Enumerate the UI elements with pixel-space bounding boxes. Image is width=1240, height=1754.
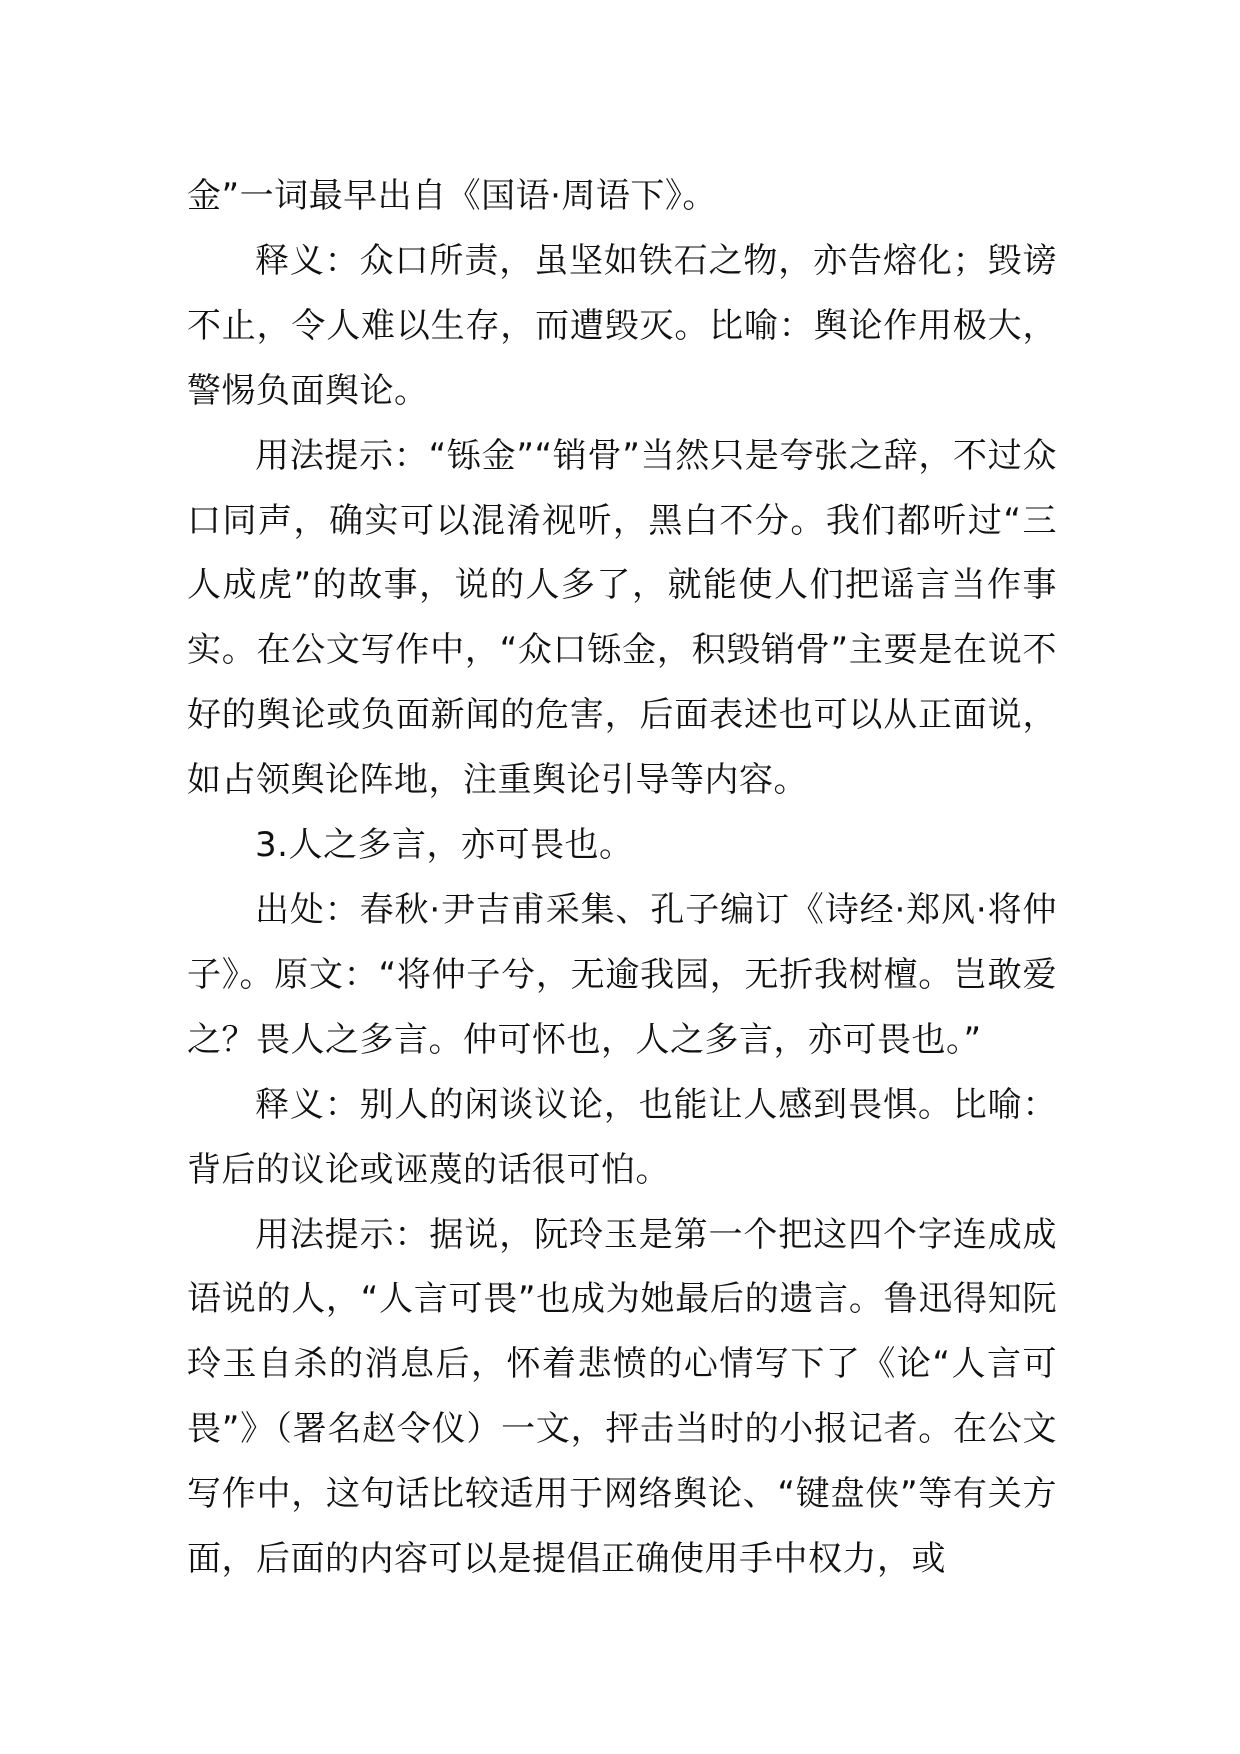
paragraph-usage-3: 用法提示：据说，阮玲玉是第一个把这四个字连成成语说的人，“人言可畏”也成为她最后的遗言。鲁迅得知阮玲玉自杀的消息后，怀着悲愤的心情写下了《论“人言可畏”》（署名赵令仪）一文，抨击当时的小报记者。在公文写作中，这句话比较适用于网络舆论、“键盘侠”等有关方面，后面的内容可以是提倡正确使用手中权力，或 (187, 1214, 1057, 1580)
paragraph-definition-3: 释义：别人的闲谈议论，也能让人感到畏惧。比喻：背后的议论或诬蔑的话很可怕。 (187, 1084, 1057, 1190)
paragraph-usage-1: 用法提示：“铄金”“销骨”当然只是夸张之辞，不过众口同声，确实可以混淆视听，黑白不分。我们都听过“三人成虎”的故事，说的人多了，就能使人们把谣言当作事实。在公文写作中，“众口铄金，积毁销骨”主要是在说不好的舆论或负面新闻的危害，后面表述也可以从正面说，如占领舆论阵地，注重舆论引导等内容。 (187, 435, 1057, 801)
document-body (187, 164, 1057, 1592)
paragraph-source-3: 出处：春秋·尹吉甫采集、孔子编订《诗经·郑风·将仲子》。原文：“将仲子兮，无逾我园，无折我树檀。岂敢爱之？畏人之多言。仲可怀也，人之多言，亦可畏也。” (187, 889, 1057, 1060)
paragraph-definition-1: 释义：众口所责，虽坚如铁石之物，亦告熔化；毁谤不止，令人难以生存，而遭毁灭。比喻：舆论作用极大，警惕负面舆论。 (187, 240, 1057, 411)
section-heading-3: 3.人之多言，亦可畏也。 (255, 825, 634, 866)
paragraph-continuation: 金”一词最早出自《国语·周语下》。 (187, 176, 717, 216)
